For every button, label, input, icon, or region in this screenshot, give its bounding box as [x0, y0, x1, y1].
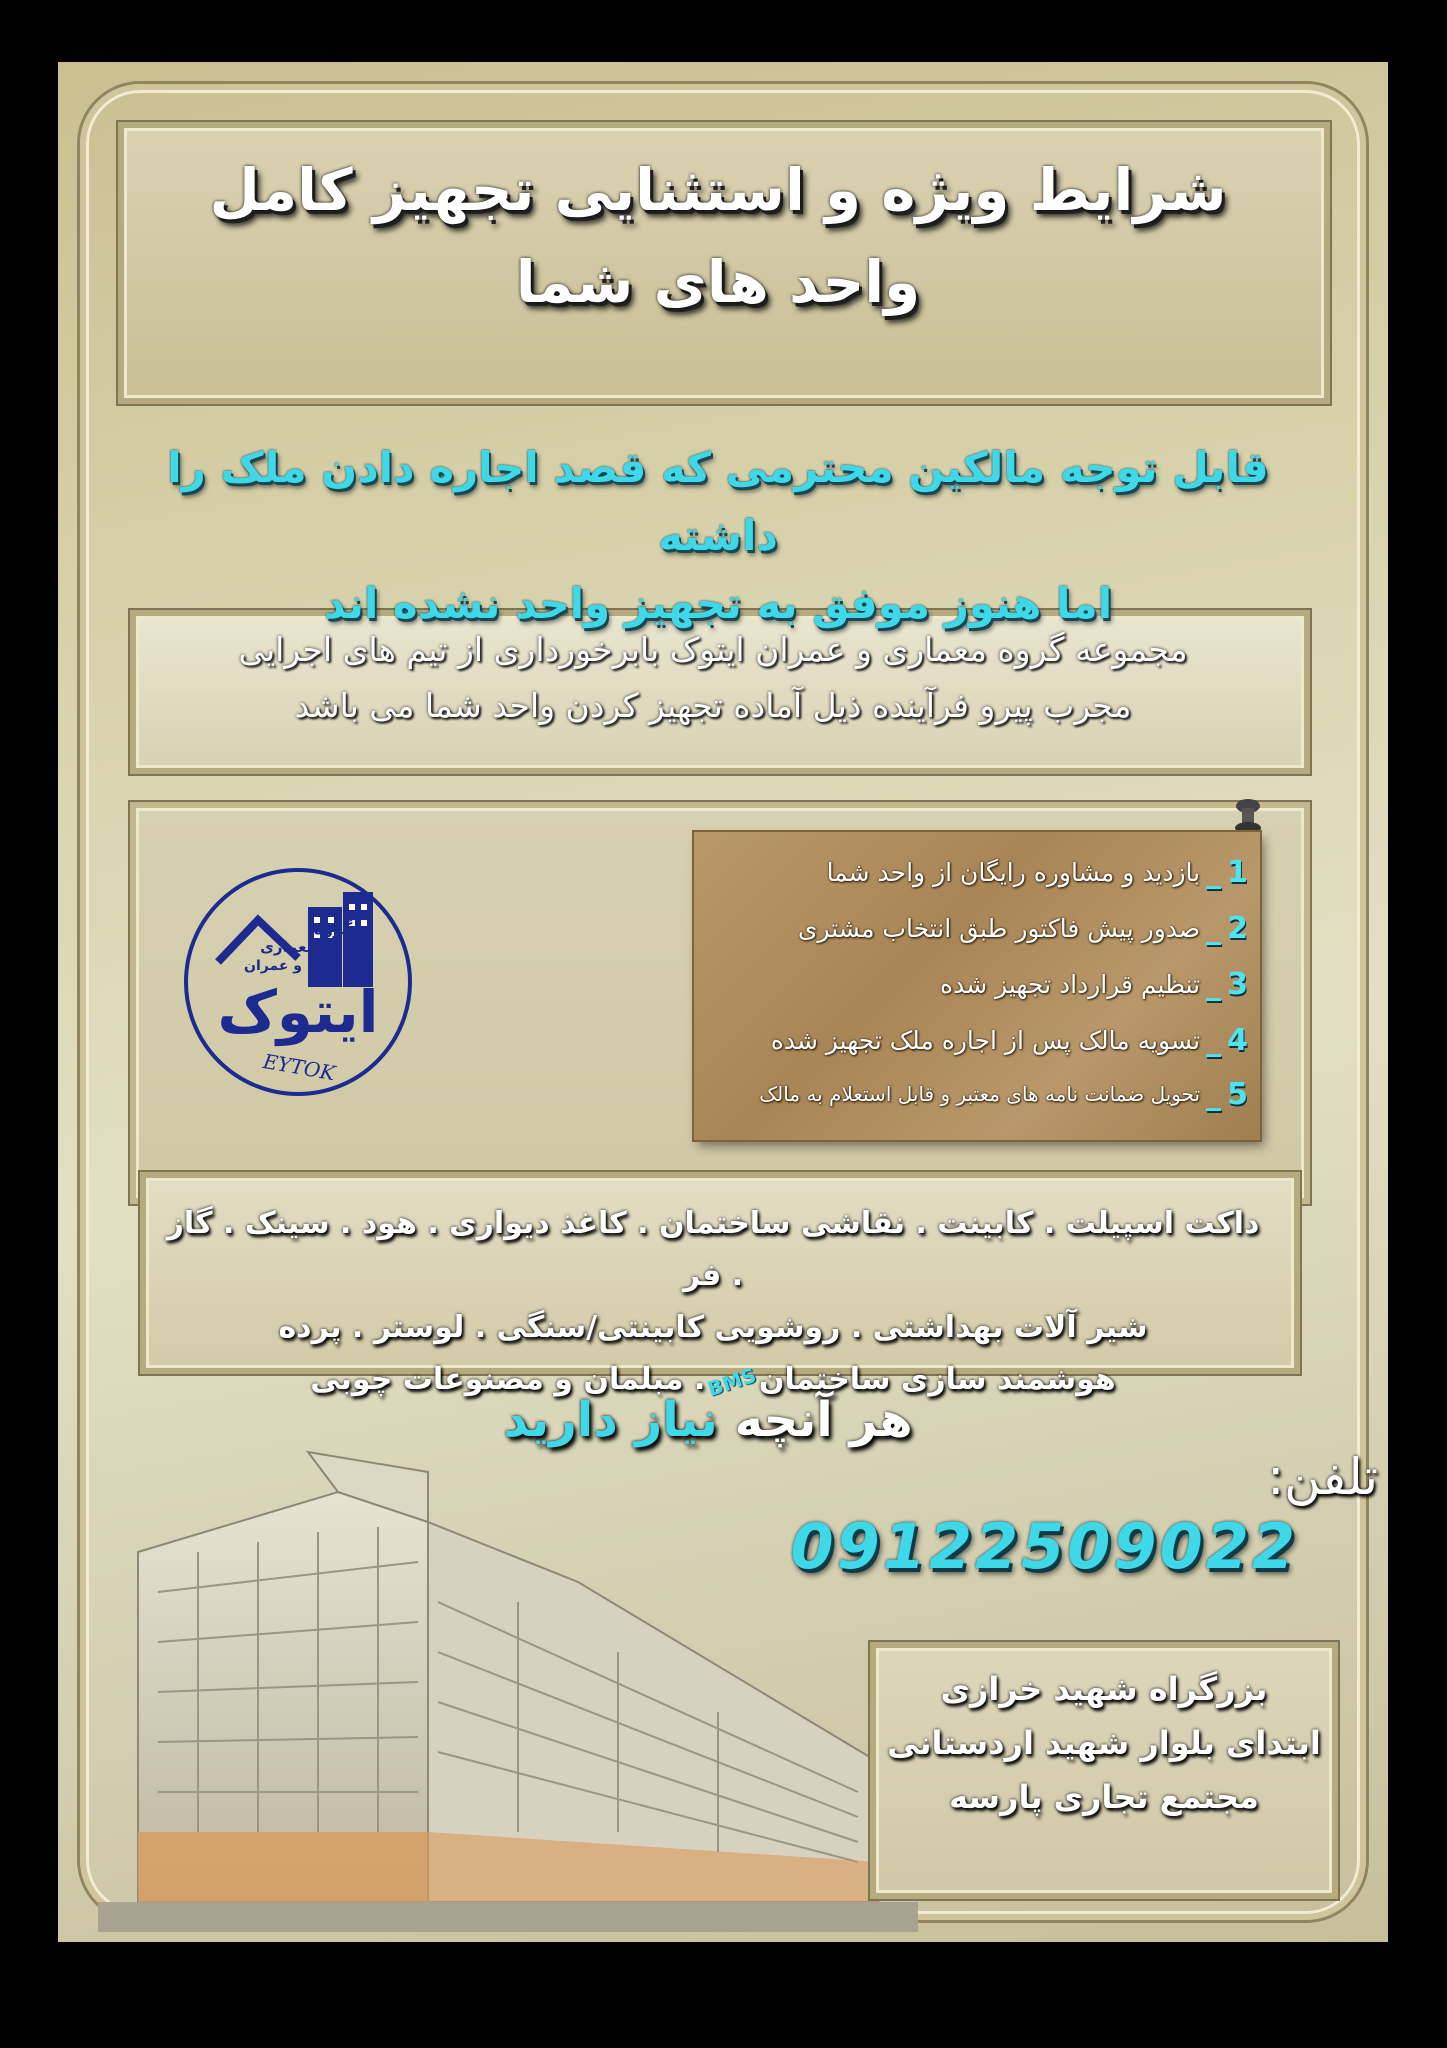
tagline-white: هر آنچه — [734, 1392, 913, 1448]
step-text: تسویه مالک پس از اجاره ملک تجهیز شده — [770, 1025, 1201, 1055]
bms-label: BMS — [704, 1362, 760, 1402]
intro-line-2: مجرب پیرو فرآینده ذیل آماده تجهیز کردن واحد شما می باشد — [294, 686, 1132, 725]
address-line-3: مجتمع تجاری پارسه — [949, 1778, 1259, 1816]
step-number: 3 — [1227, 966, 1248, 1002]
intro-line-1: مجموعه گروه معماری و عمران ایتوک بابرخورداری از تیم های اجرایی — [238, 630, 1188, 669]
items-line-1: داکت اسپیلت . کابینت . نقاشی ساختمان . کاغذ دیواری . هود . سینک . گاز . فر — [166, 1206, 1260, 1293]
step-dash: _ — [1206, 966, 1222, 1002]
step-dash: _ — [1206, 910, 1222, 946]
eytok-logo — [178, 862, 418, 1102]
step-number: 2 — [1227, 910, 1248, 946]
title-line-2: واحد های شما — [515, 248, 921, 316]
notice-line-2: اما هنوز موفق به تجهیز واحد نشده اند — [323, 579, 1113, 628]
logo-text-line-3: و عمران — [244, 958, 302, 974]
logo-brand-fa: ایتوک — [217, 978, 379, 1046]
step-dash: _ — [1206, 854, 1222, 890]
building-illustration — [98, 1432, 918, 1932]
items-list — [158, 1198, 1268, 1408]
step-item — [827, 846, 1248, 898]
phone-number[interactable]: 09122509022 — [790, 1510, 1298, 1583]
intro-text — [148, 622, 1278, 734]
step-text: تحویل ضمانت نامه های معتبر و قابل استعلام به مالک — [759, 1082, 1201, 1106]
poster — [58, 62, 1388, 1942]
owner-notice — [128, 434, 1308, 638]
items-line-3-b: . مبلمان و مصنوعات چوبی — [310, 1362, 706, 1397]
step-item — [771, 1014, 1248, 1066]
notice-line-1: قابل توجه مالکین محترمی که قصد اجاره دادن ملک را داشته — [167, 443, 1269, 560]
steps-board — [694, 832, 1260, 1140]
items-line-3-a: هوشمند سازی ساختمان — [758, 1362, 1116, 1397]
step-text: صدور پیش فاکتور طبق انتخاب مشتری — [797, 913, 1201, 943]
logo-text-line-2: معماری — [260, 938, 316, 956]
step-dash: _ — [1206, 1022, 1222, 1058]
tagline — [358, 1392, 1058, 1448]
items-line-2: شیر آلات بهداشتی . روشویی کابینتی/سنگی . لوستر . پرده — [278, 1310, 1148, 1345]
step-number: 1 — [1227, 854, 1248, 890]
step-number: 5 — [1227, 1076, 1248, 1112]
logo-brand-en: EYTOK — [261, 1048, 337, 1086]
step-text: تنظیم قرارداد تجهیز شده — [939, 969, 1201, 999]
logo-text-line-1: گروه — [313, 919, 353, 938]
step-number: 4 — [1227, 1022, 1248, 1058]
address-line-1: بزرگراه شهید خرازی — [940, 1670, 1268, 1708]
step-dash: _ — [1206, 1076, 1222, 1112]
step-item — [940, 958, 1248, 1010]
step-text: بازدید و مشاوره رایگان از واحد شما — [826, 857, 1201, 887]
address-line-2: ابتدای بلوار شهید اردستانی — [887, 1724, 1321, 1762]
address — [870, 1662, 1338, 1824]
tagline-cyan: نیاز دارید — [503, 1392, 718, 1448]
page-title — [148, 144, 1288, 328]
title-line-1: شرایط ویژه و استثنایی تجهیز کامل — [209, 156, 1227, 224]
step-item — [798, 902, 1248, 954]
step-item — [759, 1068, 1248, 1120]
phone-label: تلفن: — [1267, 1448, 1378, 1506]
